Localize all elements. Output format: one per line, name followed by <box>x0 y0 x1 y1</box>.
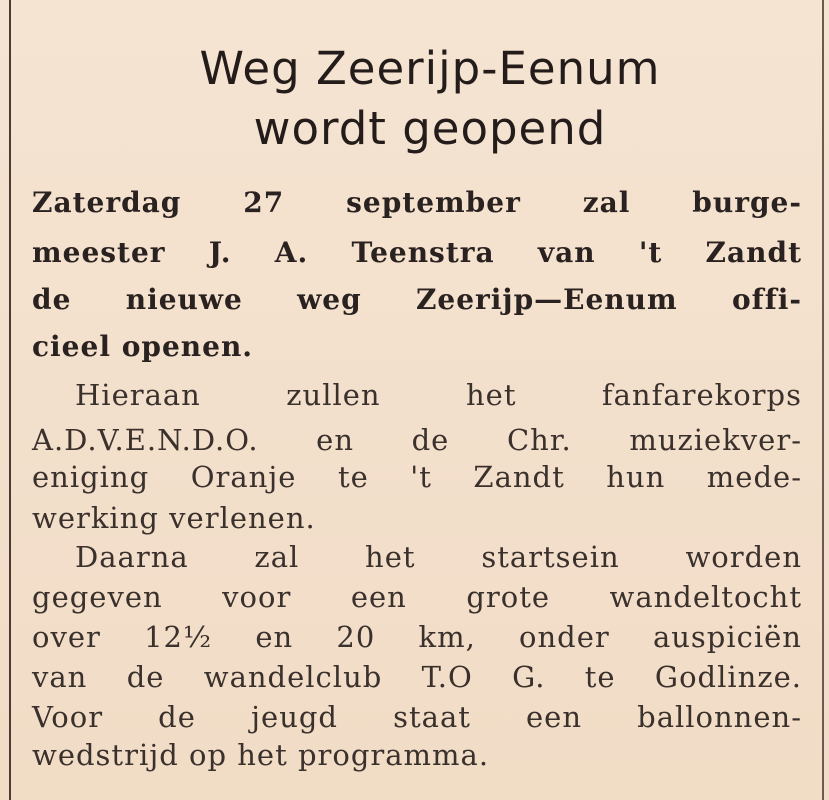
lead-line-2: meester J. A. Teenstra van 't Zandt <box>32 236 802 269</box>
paragraph-2-line-4: werking verlenen. <box>32 501 316 535</box>
headline-line-1: Weg Zeerijp-Eenum <box>199 42 661 95</box>
column-rule-left <box>9 0 11 800</box>
lead-line-3: de nieuwe weg Zeerijp—Eenum offi- <box>32 283 802 316</box>
paragraph-2-line-3: eniging Oranje te 't Zandt hun mede- <box>32 460 802 494</box>
paragraph-3-line-2: gegeven voor een grote wandeltocht <box>32 580 802 614</box>
paragraph-2-line-1: Hieraan zullen het fanfarekorps <box>75 378 802 412</box>
lead-line-4: cieel openen. <box>32 330 254 363</box>
headline-line-2: wordt geopend <box>253 102 607 155</box>
paragraph-3-line-3: over 12½ en 20 km, onder auspiciën <box>32 620 802 654</box>
paragraph-3-line-5: Voor de jeugd staat een ballonnen- <box>32 700 802 734</box>
lead-line-1: Zaterdag 27 september zal burge- <box>32 186 802 219</box>
paragraph-2-line-2: A.D.V.E.N.D.O. en de Chr. muziekver- <box>32 423 802 457</box>
paragraph-3-line-4: van de wandelclub T.O G. te Godlinze. <box>32 660 802 694</box>
paragraph-3-line-6: wedstrijd op het programma. <box>32 738 490 772</box>
paragraph-3-line-1: Daarna zal het startsein worden <box>75 540 802 574</box>
